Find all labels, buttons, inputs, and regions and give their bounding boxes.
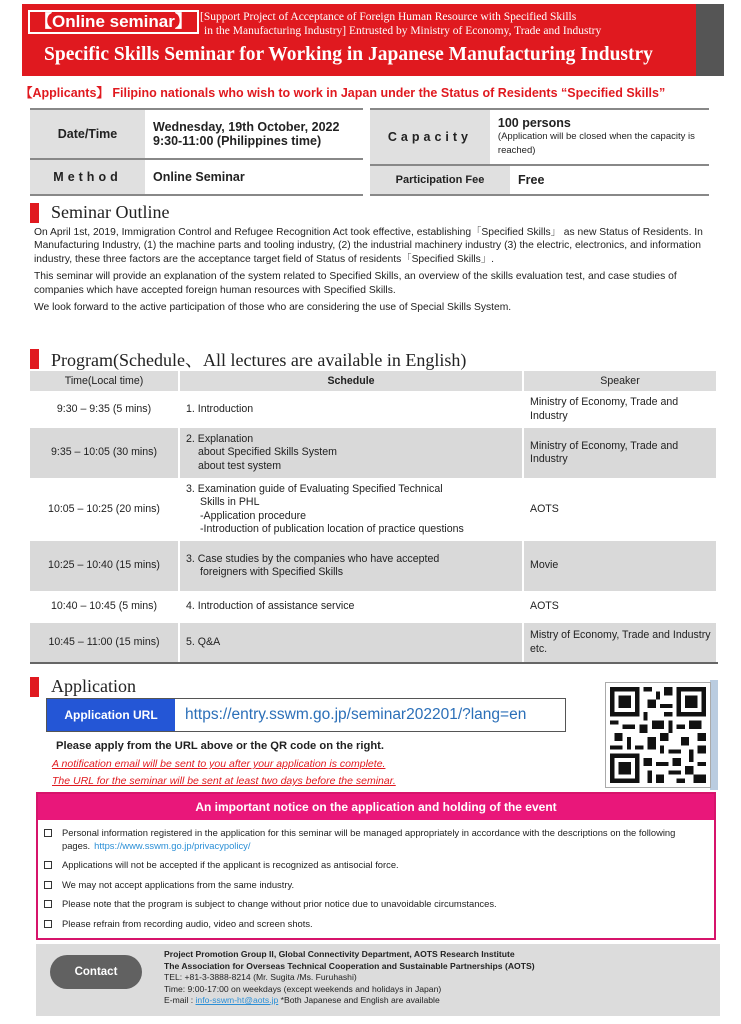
header-subtitle [200,10,720,38]
header-banner [22,4,724,76]
contact-department: Project Promotion Group II, Global Connectivity Department, AOTS Research Institute [164,949,515,959]
row-speaker: AOTS [523,478,717,541]
apply-instruction: Please apply from the URL above or the QR code on the right. [56,740,385,752]
seminar-title: Specific Skills Seminar for Working in Japanese Manufacturing Industry [44,44,653,65]
fee-value: Free [518,173,545,187]
qr-code-icon[interactable] [605,682,711,788]
row-schedule-sub: about test system [198,459,282,472]
table-row [30,591,717,623]
row-schedule-main: 2. Explanation [186,432,254,445]
contact-email-line [164,995,535,1007]
table-row [30,478,717,541]
application-url-label: Application URL [47,699,175,731]
row-schedule [179,541,523,591]
notice-item-2: Applications will not be accepted if the applicant is recognized as antisocial force. [62,859,399,870]
program-title: Program(Schedule、All lectures are available in English) [51,350,467,370]
outline-title: Seminar Outline [51,202,170,222]
row-schedule: 1. Introduction [179,391,523,428]
notice-item-4: Please note that the program is subject to change without prior notice due to unavoidable circumstances. [62,898,497,909]
heading-bar [30,203,39,223]
list-item [44,827,706,852]
fee-label: Participation Fee [370,166,510,194]
list-item [44,859,706,872]
capacity-value [490,110,709,164]
contact-details [164,949,535,1007]
row-schedule-sub: foreigners with Specified Skills [200,566,344,578]
col-schedule: Schedule [179,371,523,391]
notice-list [38,820,714,930]
row-schedule-main: 3. Case studies by the companies who have accepted [186,552,440,565]
email-prefix: E-mail : [164,995,196,1005]
row-time: 10:45 – 11:00 (15 mins) [30,623,179,663]
method-value: Online Seminar [153,170,245,184]
list-item [44,918,706,931]
notice-item-1 [62,827,706,852]
row-schedule-sub: -Introduction of publication location of practice questions [200,523,464,535]
table-row [30,428,717,478]
outline-paragraph-3: We look forward to the active participation of those who are considering the use of Special Skills System. [34,302,512,314]
method-label: Method [30,160,145,194]
row-speaker: AOTS [523,591,717,623]
checkbox-icon [44,881,52,889]
row-schedule-main: 3. Examination guide of Evaluating Specified Technical [186,482,443,495]
row-speaker: Movie [523,541,717,591]
privacy-policy-link[interactable]: https://www.sswm.go.jp/privacypolicy/ [94,839,251,851]
date-text: Wednesday, 19th October, 2022 [153,120,340,134]
date-value [145,110,347,158]
applicants-line: 【Applicants】 Filipino nationals who wish to work in Japan under the Status of Residents “Specified Skills” [20,86,666,100]
application-title: Application [51,676,136,696]
application-url-link[interactable]: https://entry.sswm.go.jp/seminar202201/?lang=en [185,706,527,723]
info-table-right [370,108,709,196]
important-notice-box [36,792,716,940]
info-table-left [30,108,363,196]
row-time: 9:35 – 10:05 (30 mins) [30,428,179,478]
header-side-block [696,4,724,76]
heading-bar [30,677,39,697]
row-schedule-sub: -Application procedure [200,509,306,522]
checkbox-icon [44,900,52,908]
table-row [30,391,717,428]
notification-note: A notification email will be sent to you after your application is complete. [52,758,386,770]
row-schedule-sub: Skills in PHL [200,496,260,508]
row-time: 9:30 – 9:35 (5 mins) [30,391,179,428]
notice-item-5: Please refrain from recording audio, video and screen shots. [62,917,313,929]
heading-bar [30,349,39,369]
outline-paragraph-2: This seminar will provide an explanation of the system related to Specified Skills, an overview of the skills evaluation test, and case studies of companies which have accepted foreign human resources with Specified Skills. [34,271,677,296]
header-subtitle-line1: [Support Project of Acceptance of Foreign Human Resource with Specified Skills [200,11,577,23]
seminar-url-note: The URL for the seminar will be sent at least two days before the seminar. [52,775,396,787]
online-seminar-badge: 【Online seminar】 [28,10,199,34]
checkbox-icon [44,829,52,837]
capacity-text: 100 persons [497,116,571,130]
program-header-row [30,371,717,391]
outline-body [34,226,706,318]
application-heading [30,676,136,697]
program-heading [30,346,466,372]
checkbox-icon [44,920,52,928]
outline-heading [30,202,169,223]
contact-organization: The Association for Overseas Technical Cooperation and Sustainable Partnerships (AOTS) [164,960,535,971]
notice-item-3: We may not accept applications from the same industry. [62,878,295,890]
row-schedule: 4. Introduction of assistance service [179,591,523,623]
row-speaker: Ministry of Economy, Trade and Industry [523,391,717,428]
list-item [44,879,706,892]
row-time: 10:25 – 10:40 (15 mins) [30,541,179,591]
contact-button[interactable]: Contact [50,955,142,989]
capacity-note: (Application will be closed when the capacity is reached) [497,131,695,156]
row-time: 10:05 – 10:25 (20 mins) [30,478,179,541]
col-time: Time(Local time) [30,371,179,391]
row-schedule [179,478,523,541]
email-note: *Both Japanese and English are available [278,995,440,1005]
contact-footer [36,944,720,1016]
outline-paragraph-1: On April 1st, 2019, Immigration Control and Refugee Recognition Act took effective, establishing「Specified Skills」 as new Status of Residents. In Manufacturing Industry, (1) the machine parts and tooling industry, (2) the industrial machinery industry (3) the electric, electronics, and information industry, these three factors are the acceptance target field of Status of residents「Specified Skills」. [34,227,703,265]
contact-email-link[interactable]: info-sswm-ht@aots.jp [195,995,279,1005]
row-speaker: Mistry of Economy, Trade and Industry etc. [523,623,717,663]
qr-code-graphic [606,683,710,787]
table-row [30,541,717,591]
contact-tel: TEL: +81-3-3888-8214 (Mr. Sugita /Ms. Furuhashi) [164,972,357,982]
col-speaker: Speaker [523,371,717,391]
row-speaker: Ministry of Economy, Trade and Industry [523,428,717,478]
header-subtitle-line2: in the Manufacturing Industry] Entrusted by Ministry of Economy, Trade and Industry [204,25,602,37]
capacity-label: Capacity [370,110,490,164]
row-schedule: 5. Q&A [179,623,523,663]
list-item [44,898,706,911]
checkbox-icon [44,861,52,869]
notice-item-1-text: Personal information registered in the application for this seminar will be managed appropriately in accordance with the descriptions on the following pages. [62,827,676,851]
row-schedule [179,428,523,478]
application-url-box [46,698,566,732]
notice-title: An important notice on the application and holding of the event [38,794,714,820]
row-time: 10:40 – 10:45 (5 mins) [30,591,179,623]
contact-hours: Time: 9:00-17:00 on weekdays (except weekends and holidays in Japan) [164,983,442,994]
date-label: Date/Time [30,110,145,158]
table-row [30,623,717,663]
qr-shadow [710,680,718,790]
program-table [30,371,718,664]
row-schedule-sub: about Specified Skills System [198,446,337,459]
time-text: 9:30-11:00 (Philippines time) [153,134,322,148]
